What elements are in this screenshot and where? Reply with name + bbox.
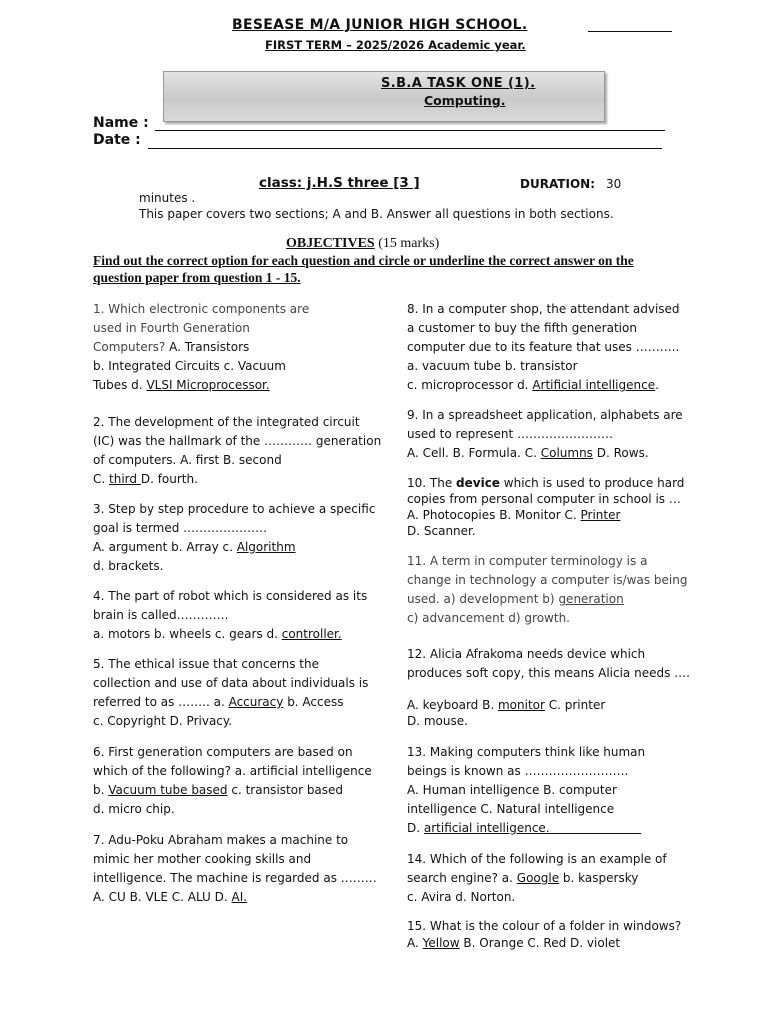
q11-line	[407, 590, 687, 609]
q9-answer[interactable]: Columns	[540, 446, 593, 460]
question-7	[93, 831, 377, 907]
q2-text: C.	[93, 472, 110, 486]
section-heading	[286, 236, 439, 252]
question-3	[93, 500, 375, 576]
q1-text: Computers?	[93, 340, 166, 354]
subject-title: Computing.	[424, 93, 506, 108]
q14-answer[interactable]: Google	[516, 871, 560, 885]
q11-line: change in technology a computer is/was being	[407, 573, 688, 587]
q13-line: beings is known as ……………………..	[407, 764, 629, 778]
q15-line: 15. What is the colour of a folder in windows?	[407, 919, 682, 933]
question-2	[93, 413, 381, 489]
question-5	[93, 655, 368, 731]
term-title: FIRST TERM – 2025/2026 Academic year.	[265, 38, 526, 52]
q12-line: D. mouse.	[407, 714, 468, 728]
q10-line	[407, 507, 684, 523]
q1-line: 1. Which electronic components are	[93, 302, 310, 316]
q13-answer[interactable]: artificial intelligence.	[423, 821, 642, 835]
q8-line: 8. In a computer shop, the attendant advised	[407, 302, 680, 316]
duration-value: 30	[606, 177, 622, 191]
question-15	[407, 918, 681, 952]
q4-answer[interactable]: controller.	[281, 627, 342, 641]
q2-text: D. fourth.	[140, 472, 198, 486]
q15-text: B. Orange C. Red D. violet	[459, 936, 621, 950]
q7-line: mimic her mother cooking skills and	[93, 852, 312, 866]
q1-line: b. Integrated Circuits c. Vacuum	[93, 359, 286, 373]
q1-line	[93, 376, 309, 395]
section-instruction: Find out the correct option for each question and circle or underline the correct answer on the question paper from question 1 - 15.	[93, 253, 634, 285]
q8-line: a customer to buy the fifth generation	[407, 321, 637, 335]
q12-line: 12. Alicia Afrakoma needs device which	[407, 647, 646, 661]
q6-text: c. transistor based	[227, 783, 344, 797]
q8-text: c. microprocessor d.	[407, 378, 533, 392]
q5-line	[93, 693, 368, 712]
q2-line: (IC) was the hallmark of the ………… generation	[93, 434, 382, 448]
q11-answer[interactable]: generation	[558, 592, 624, 606]
q11-line: 11. A term in computer terminology is a	[407, 554, 648, 568]
q7-answer[interactable]: AI.	[231, 890, 248, 904]
q12-text: A. keyboard B.	[407, 698, 498, 712]
question-12	[407, 645, 690, 729]
duration-label: DURATION:	[520, 177, 595, 191]
q14-text: b. kaspersky	[559, 871, 639, 885]
q8-answer[interactable]: Artificial intelligence	[532, 378, 656, 392]
q2-line: 2. The development of the integrated circuit	[93, 415, 360, 429]
date-label: Date :	[93, 132, 141, 148]
date-field[interactable]	[148, 148, 662, 149]
q9-text: D. Rows.	[592, 446, 649, 460]
class-label: class: j.H.S three [3 ]	[259, 175, 420, 191]
question-10	[407, 475, 684, 539]
q6-line: 6. First generation computers are based on	[93, 745, 353, 759]
q10-text: A. Photocopies B. Monitor C.	[407, 508, 581, 522]
q14-line	[407, 869, 667, 888]
q15-answer[interactable]: Yellow	[422, 936, 460, 950]
section-marks: (15 marks)	[378, 236, 440, 251]
q10-line: copies from personal computer in school is …	[407, 492, 681, 506]
q6-line: which of the following? a. artificial intelligence	[93, 764, 372, 778]
q5-text: referred to as …….. a.	[93, 695, 229, 709]
q14-line: c. Avira d. Norton.	[407, 890, 516, 904]
q5-line: 5. The ethical issue that concerns the	[93, 657, 319, 671]
q5-line: collection and use of data about individuals is	[93, 676, 369, 690]
q3-answer[interactable]: Algorithm	[236, 540, 296, 554]
q3-text: A. argument b. Array c.	[93, 540, 237, 554]
q13-line	[407, 819, 645, 838]
q4-text: a. motors b. wheels c. gears d.	[93, 627, 282, 641]
paper-instructions: This paper covers two sections; A and B. Answer all questions in both sections.	[139, 207, 614, 221]
q7-text: A. CU B. VLE C. ALU D.	[93, 890, 232, 904]
q6-line: d. micro chip.	[93, 802, 175, 816]
q4-line: 4. The part of robot which is considered as its	[93, 589, 368, 603]
q2-line: of computers. A. first B. second	[93, 453, 282, 467]
q1-answer[interactable]: VLSI Microprocessor.	[146, 378, 270, 392]
section-title: OBJECTIVES	[286, 236, 375, 251]
question-1	[93, 300, 309, 395]
q10-text: 10. The	[407, 476, 457, 490]
q9-line: 9. In a spreadsheet application, alphabets are	[407, 408, 683, 422]
q10-bold: device	[456, 476, 500, 490]
q10-text: which is used to produce hard	[499, 476, 685, 490]
q1-line	[93, 338, 309, 357]
q2-answer[interactable]: third	[109, 472, 141, 486]
question-14	[407, 850, 667, 907]
q1-text: Tubes d.	[93, 378, 147, 392]
q12-line: produces soft copy, this means Alicia needs ….	[407, 666, 690, 680]
q12-text: C. printer	[544, 698, 606, 712]
q15-text: A.	[407, 936, 423, 950]
q7-line: 7. Adu-Poku Abraham makes a machine to	[93, 833, 349, 847]
name-label: Name :	[93, 115, 149, 131]
q6-line	[93, 781, 372, 800]
q10-answer[interactable]: Printer	[580, 508, 621, 522]
q1-option: A. Transistors	[165, 340, 250, 354]
q8-line: computer due to its feature that uses ………..	[407, 340, 680, 354]
q11-line: c) advancement d) growth.	[407, 611, 570, 625]
task-title: S.B.A TASK ONE (1).	[381, 76, 536, 91]
q12-line	[407, 697, 690, 713]
q13-line: A. Human intelligence B. computer	[407, 783, 617, 797]
school-name: BESEASE M/A JUNIOR HIGH SCHOOL.	[232, 17, 528, 33]
q5-line: c. Copyright D. Privacy.	[93, 714, 233, 728]
q6-text: b.	[93, 783, 109, 797]
q7-line	[93, 888, 377, 907]
question-9	[407, 406, 683, 463]
q5-answer[interactable]: Accuracy	[228, 695, 284, 709]
q3-line	[93, 538, 375, 557]
q1-line: used in Fourth Generation	[93, 321, 250, 335]
q9-line	[407, 444, 683, 463]
q14-line: 14. Which of the following is an example of	[407, 852, 667, 866]
q9-line: used to represent ……………………	[407, 427, 614, 441]
question-11	[407, 552, 687, 628]
q10-line	[407, 475, 684, 491]
q15-line	[407, 935, 681, 952]
q13-line: intelligence C. Natural intelligence	[407, 802, 615, 816]
q3-line: d. brackets.	[93, 559, 164, 573]
q4-line	[93, 625, 367, 644]
q3-line: goal is termed …………………	[93, 521, 268, 535]
q3-line: 3. Step by step procedure to achieve a specific	[93, 502, 376, 516]
q8-text: .	[655, 378, 659, 392]
q7-line: intelligence. The machine is regarded as ………	[93, 871, 377, 885]
q4-line: brain is called………….	[93, 608, 229, 622]
blank-line	[588, 31, 672, 32]
q13-text: D.	[407, 821, 424, 835]
question-8	[407, 300, 680, 395]
q10-line: D. Scanner.	[407, 524, 476, 538]
q14-text: search engine? a.	[407, 871, 517, 885]
q8-line: a. vacuum tube b. transistor	[407, 359, 578, 373]
q9-text: A. Cell. B. Formula. C.	[407, 446, 541, 460]
q5-text: b. Access	[283, 695, 344, 709]
name-field[interactable]	[155, 130, 665, 131]
q13-line: 13. Making computers think like human	[407, 745, 646, 759]
question-13	[407, 743, 645, 838]
q12-answer[interactable]: monitor	[497, 698, 545, 712]
q8-line	[407, 376, 680, 395]
duration-unit: minutes .	[139, 191, 196, 205]
q12-spacer	[407, 683, 690, 697]
q6-answer[interactable]: Vacuum tube based	[108, 783, 228, 797]
question-6	[93, 743, 372, 819]
q2-line	[93, 470, 381, 489]
q11-text: used. a) development b)	[407, 592, 559, 606]
question-4	[93, 587, 367, 644]
